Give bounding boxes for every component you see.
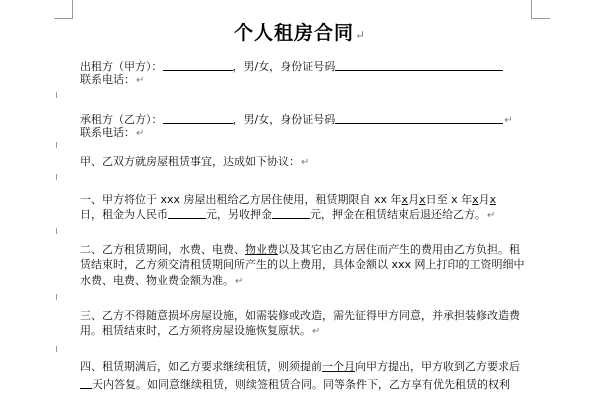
lessor-phone-line [80,73,144,88]
clause-1-end-month: x [472,193,479,206]
clause-4-text: 四、租赁期满后，如乙方要求继续租赁，则须提前 [80,360,322,373]
paragraph-mark [56,142,61,148]
paragraph-mark [56,228,61,234]
document-title [0,18,600,45]
page-corner-mark-right [531,0,550,19]
lessor-phone-label: 联系电话： [80,73,135,86]
clause-4-line-1 [80,360,520,374]
lessor-name-blank[interactable] [163,59,233,71]
clause-2-line-3 [80,274,243,289]
clause-2-property-fee: 物业费 [245,243,278,256]
clause-1-end-day: x [489,193,497,206]
reply-days-blank[interactable] [80,377,92,389]
lessor-label: 出租方（甲方）： [80,60,163,73]
clause-3-line-2 [80,324,320,339]
clause-2-text: 二、乙方租赁期间，水费、电费、 [80,243,245,256]
lessee-line [80,112,513,128]
clause-1-line-1 [80,193,496,207]
paragraph-mark [56,346,61,352]
paragraph-mark [56,294,61,300]
page-corner-mark-left [54,0,73,19]
lessor-id-blank[interactable] [335,59,503,71]
clause-1-text: 月 [408,193,420,206]
clause-1-text: 元，押金在租赁结束后退还给乙方。 [310,208,486,221]
return-mark-icon: ↵ [354,28,367,42]
lessee-phone-label: 联系电话： [80,126,135,139]
clause-2-line-2 [80,258,525,272]
return-mark-icon: ↵ [136,128,145,139]
clause-4-text: 天内答复。如同意继续租赁，则续签租赁合同。同等条件下，乙方享有优先租赁的权利 [92,378,510,391]
clause-2-text: 赁结束时，乙方须交清租赁期间所产生的以上费用，具体金额以 xxx 网上打印的工资明细中 [80,258,525,271]
return-mark-icon: ↵ [136,75,145,86]
return-mark-icon: ↵ [312,326,321,337]
clause-4-text: 向甲方提出，甲方收到乙方要求后 [355,360,520,373]
lessee-phone-line [80,126,144,141]
clause-1-text: 日，租金为人民币 [80,208,168,221]
title-text: 个人租房合同 [233,22,354,44]
clause-4-line-2 [80,377,510,392]
paragraph-mark [56,174,61,180]
lessor-line [80,59,503,74]
return-mark-icon: ↵ [235,276,244,287]
clause-1-start-month: x [401,193,409,206]
lessee-id-blank[interactable] [335,112,503,124]
clause-4-notice-period: 一个月 [322,360,355,373]
lessee-gender-id-label: ，男/女，身份证号码 [232,113,336,126]
clause-1-start-day: x [419,193,426,206]
return-mark-icon: ↵ [504,115,513,126]
clause-2-text: 水费、电费、物业费金额为准。 [80,274,234,287]
intro-text: 甲、乙双方就房屋租赁事宜，达成如下协议： [80,155,300,168]
clause-1-text: 日至 x 年 [425,193,473,206]
clause-3-line-1 [80,309,520,323]
intro-line [80,155,309,170]
clause-2-line-1 [80,243,520,257]
clause-2-text: 以及其它由乙方居住而产生的费用由乙方负担。租 [278,243,520,256]
return-mark-icon: ↵ [487,210,496,221]
paragraph-mark [56,92,61,98]
clause-1-text: 一、甲方将位于 xxx 房屋出租给乙方居住使用，租赁期限自 xx 年 [80,193,402,206]
return-mark-icon: ↵ [301,157,310,168]
lessee-label: 承租方（乙方）： [80,113,163,126]
lessee-name-blank[interactable] [163,112,233,124]
deposit-amount-blank[interactable] [272,207,310,219]
clause-1-text: 月 [478,193,490,206]
lessor-gender-id-label: ，男/女，身份证号码 [232,60,336,73]
clause-1-text: 元，另收押金 [206,208,272,221]
rent-amount-blank[interactable] [168,207,206,219]
clause-3-text: 用。租赁结束时，乙方须将房屋设施恢复原状。 [80,324,311,337]
clause-3-text: 三、乙方不得随意损坏房屋设施，如需装修或改造，需先征得甲方同意，并承担装修改造费 [80,309,520,322]
clause-1-line-2 [80,207,495,223]
